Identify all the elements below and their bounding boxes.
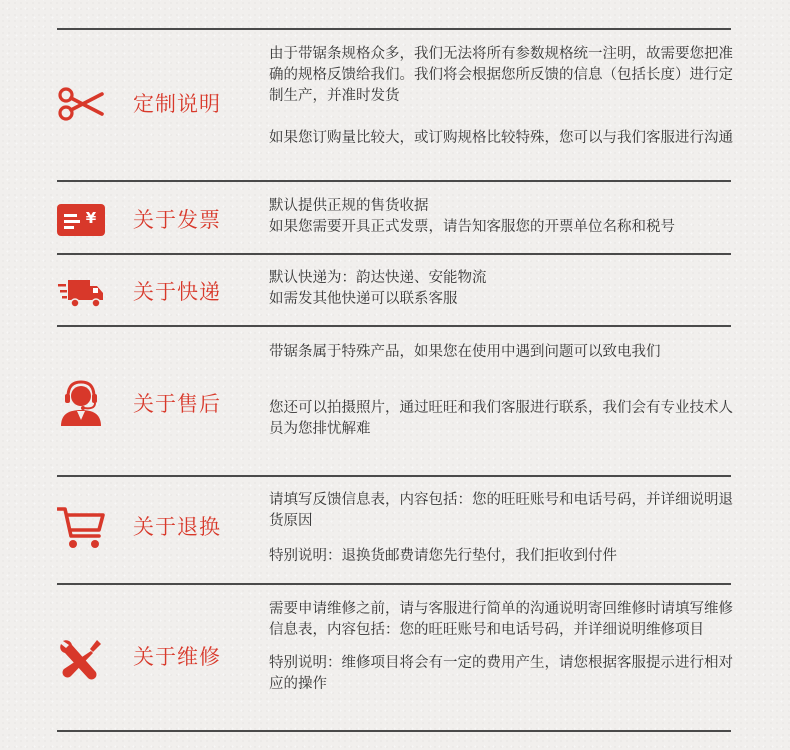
section-title: 定制说明 <box>133 92 221 116</box>
section-title: 关于快递 <box>133 280 221 304</box>
shopping-cart-icon <box>57 506 105 550</box>
section-delivery <box>57 268 747 318</box>
section-title: 关于维修 <box>133 645 221 669</box>
paragraph: 需要申请维修之前，请与客服进行简单的沟通说明寄回维修时请填写维修信息表，内容包括：您的旺旺账号和电话号码，并详细说明维修项目 <box>269 601 733 638</box>
section-body <box>269 44 747 149</box>
invoice-icon <box>57 200 105 240</box>
section-custom <box>57 44 747 174</box>
divider <box>57 253 731 255</box>
repair-tools-icon <box>57 637 105 681</box>
scissors-icon <box>57 84 105 124</box>
svg-text:¥: ¥ <box>85 209 97 227</box>
section-body <box>269 268 747 310</box>
divider <box>57 475 731 477</box>
paragraph: 默认快递为：韵达快递、安能物流 <box>269 270 487 286</box>
paragraph: 特别说明：维修项目将会有一定的费用产生，请您根据客服提示进行相对应的操作 <box>269 655 733 692</box>
section-body <box>269 599 747 695</box>
section-body <box>269 196 747 238</box>
paragraph: 如果您订购量比较大，或订购规格比较特殊，您可以与我们客服进行沟通 <box>269 130 733 146</box>
section-returns <box>57 490 747 578</box>
section-title: 关于退换 <box>133 515 221 539</box>
paragraph: 默认提供正规的售货收据 <box>269 198 429 214</box>
paragraph: 请填写反馈信息表，内容包括：您的旺旺账号和电话号码，并详细说明退货原因 <box>269 492 733 529</box>
section-body <box>269 490 747 567</box>
divider <box>57 583 731 585</box>
section-title: 关于发票 <box>133 208 221 232</box>
divider <box>57 730 731 732</box>
section-body <box>269 342 747 440</box>
paragraph: 特别说明：退换货邮费请您先行垫付，我们拒收到付件 <box>269 548 617 564</box>
customer-service-icon <box>57 380 105 426</box>
paragraph: 如需发其他快递可以联系客服 <box>269 291 458 307</box>
section-after-sales <box>57 342 747 470</box>
paragraph: 如果您需要开具正式发票，请告知客服您的开票单位名称和税号 <box>269 219 675 235</box>
section-invoice <box>57 196 747 246</box>
section-repair <box>57 599 747 724</box>
divider <box>57 180 731 182</box>
divider <box>57 28 731 30</box>
section-title: 关于售后 <box>133 392 221 416</box>
paragraph: 带锯条属于特殊产品，如果您在使用中遇到问题可以致电我们 <box>269 344 661 360</box>
divider <box>57 325 731 327</box>
delivery-truck-icon <box>57 272 105 312</box>
paragraph: 由于带锯条规格众多，我们无法将所有参数规格统一注明，故需要您把准确的规格反馈给我们。我们将会根据您所反馈的信息（包括长度）进行定制生产，并准时发货 <box>269 46 733 104</box>
paragraph: 您还可以拍摄照片，通过旺旺和我们客服进行联系，我们会有专业技术人员为您排忧解难 <box>269 400 733 437</box>
